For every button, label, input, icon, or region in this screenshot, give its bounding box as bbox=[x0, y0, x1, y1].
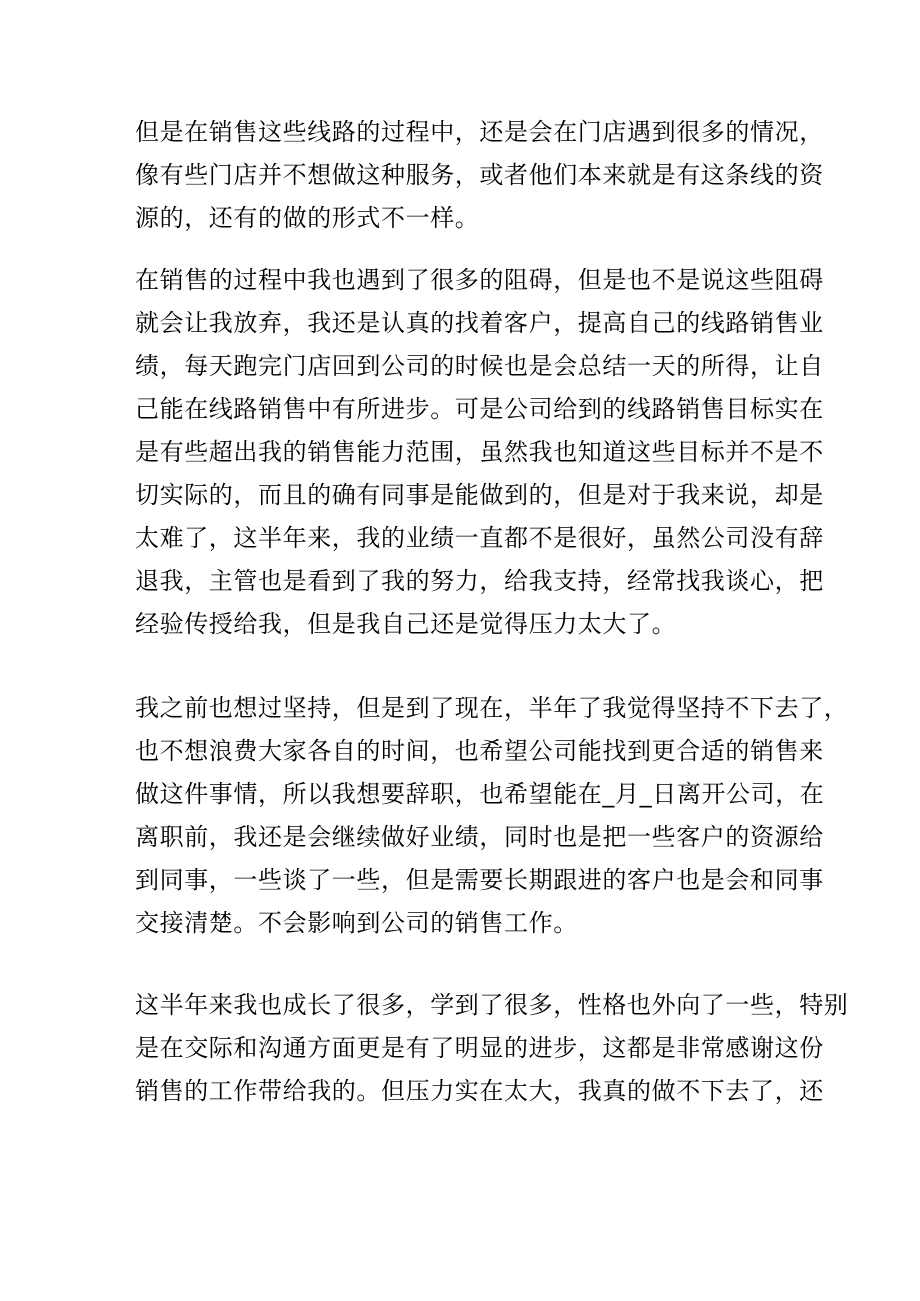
text-line: 就会让我放弃，我还是认真的找着客户，提高自己的线路销售业 bbox=[135, 309, 824, 337]
text-line: 但是在销售这些线路的过程中，还是会在门店遇到很多的情况， bbox=[135, 118, 824, 146]
text-line: 退我，主管也是看到了我的努力，给我支持，经常找我谈心，把 bbox=[135, 567, 824, 595]
text-line: 切实际的，而且的确有同事是能做到的，但是对于我来说，却是 bbox=[135, 481, 824, 509]
text-line: 像有些门店并不想做这种服务，或者他们本来就是有这条线的资 bbox=[135, 161, 824, 189]
text-line: 销售的工作带给我的。但压力实在太大，我真的做不下去了，还 bbox=[135, 1077, 824, 1105]
text-line: 己能在线路销售中有所进步。可是公司给到的线路销售目标实在 bbox=[135, 395, 824, 423]
text-line: 离职前，我还是会继续做好业绩，同时也是把一些客户的资源给 bbox=[135, 823, 824, 851]
text-line: 是有些超出我的销售能力范围，虽然我也知道这些目标并不是不 bbox=[135, 438, 824, 466]
text-line: 也不想浪费大家各自的时间，也希望公司能找到更合适的销售来 bbox=[135, 737, 824, 765]
text-line: 在销售的过程中我也遇到了很多的阻碍，但是也不是说这些阻碍 bbox=[135, 266, 824, 294]
text-line: 这半年来我也成长了很多，学到了很多，性格也外向了一些，特别 bbox=[135, 991, 849, 1019]
text-line: 是在交际和沟通方面更是有了明显的进步，这都是非常感谢这份 bbox=[135, 1034, 824, 1062]
text-line: 太难了，这半年来，我的业绩一直都不是很好，虽然公司没有辞 bbox=[135, 524, 824, 552]
text-line: 经验传授给我，但是我自己还是觉得压力太大了。 bbox=[135, 610, 677, 638]
text-line: 交接清楚。不会影响到公司的销售工作。 bbox=[135, 909, 578, 937]
text-line: 做这件事情，所以我想要辞职，也希望能在_月_日离开公司，在 bbox=[135, 780, 825, 808]
text-line: 我之前也想过坚持，但是到了现在，半年了我觉得坚持不下去了， bbox=[135, 694, 849, 722]
text-line: 到同事，一些谈了一些，但是需要长期跟进的客户也是会和同事 bbox=[135, 866, 824, 894]
text-line: 绩，每天跑完门店回到公司的时候也是会总结一天的所得，让自 bbox=[135, 352, 824, 380]
text-line: 源的，还有的做的形式不一样。 bbox=[135, 204, 480, 232]
